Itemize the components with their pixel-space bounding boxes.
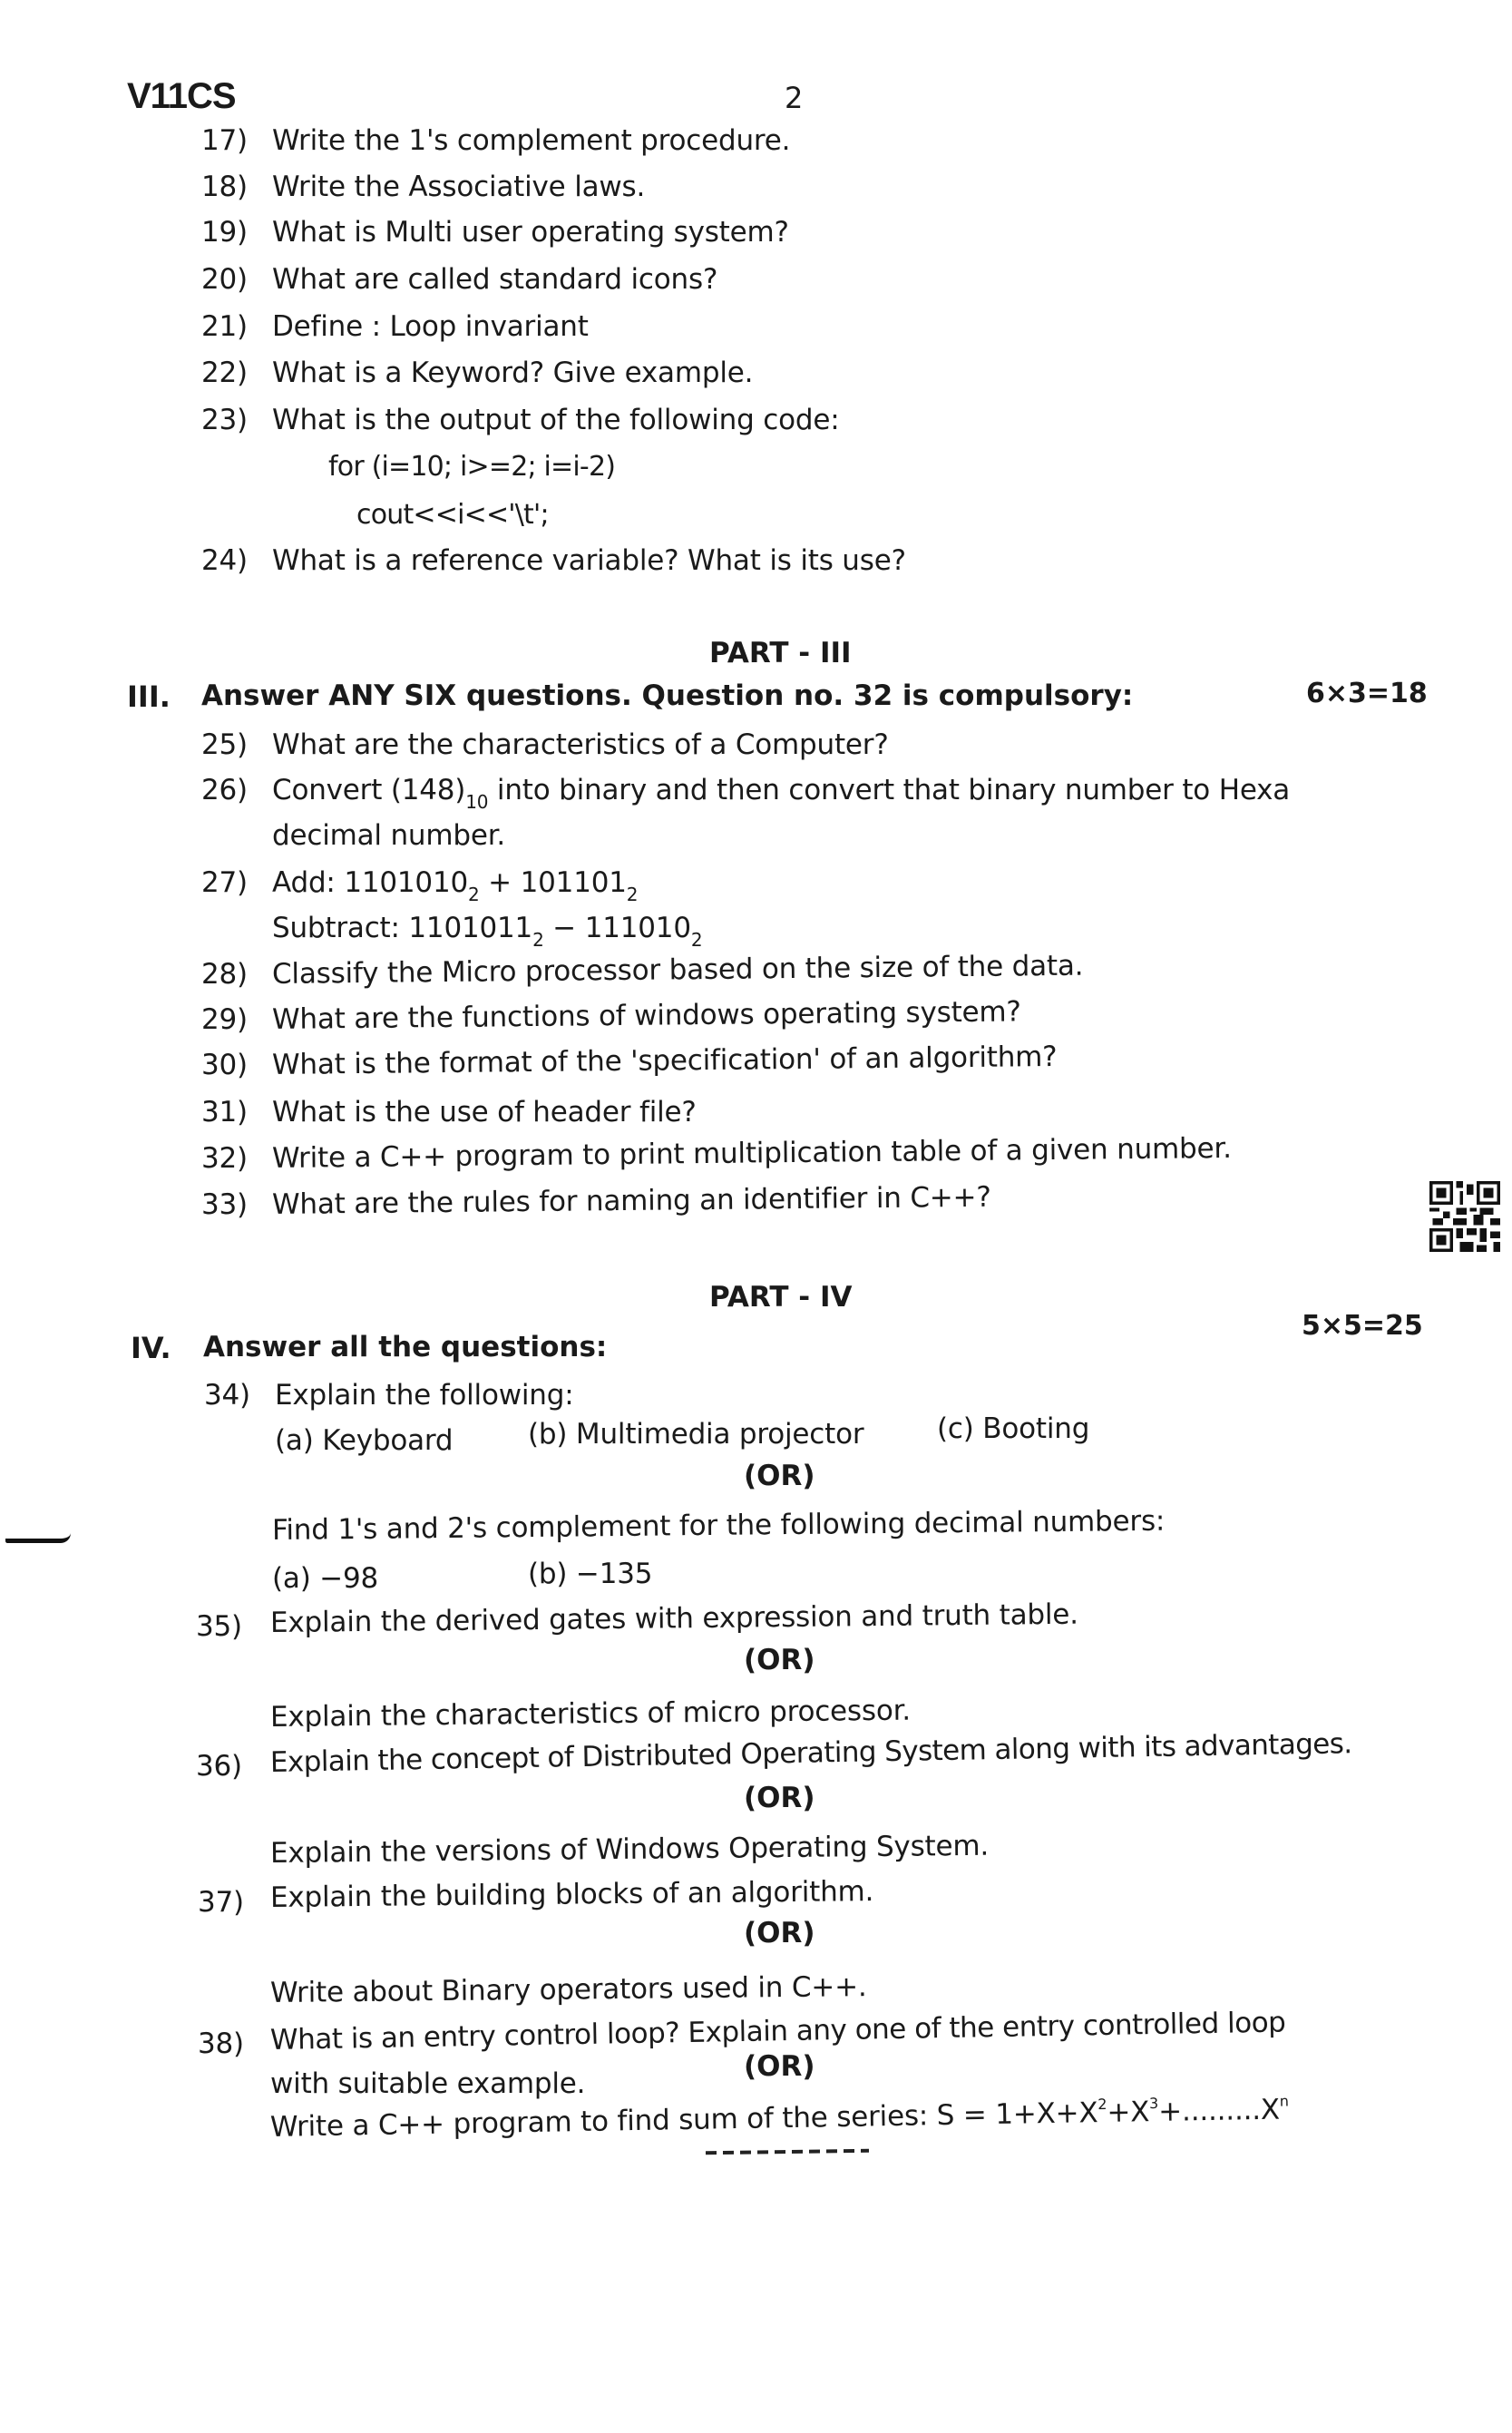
question-number: 18) [201,171,248,203]
text-part: Write a C++ program to find sum of the series: S = 1+X+X [269,2096,1098,2144]
section-roman: III. [127,679,171,714]
question-number: 19) [201,216,248,249]
question-number: 28) [201,958,248,991]
page-number: 2 [785,81,804,115]
subscript: 2 [468,884,480,905]
option: (b) −135 [528,1558,653,1590]
alternate-question-text: Explain the characteristics of micro processor. [269,1694,912,1734]
question-number: 37) [198,1886,244,1919]
subscript: 10 [465,791,489,813]
question-text: Explain the derived gates with expression and truth table. [269,1598,1079,1639]
question-text: Add: $1101010_2 + 101101_2$ [272,866,639,905]
text-part: +.........X [1157,2093,1281,2128]
option: (a) −98 [272,1562,379,1595]
or-separator: (OR) [744,1460,815,1492]
question-number: 26) [201,774,248,806]
text-part: +X [1107,2096,1150,2129]
part-title: PART - III [709,637,852,669]
question-text-continued: decimal number. [272,819,506,852]
binary-operand: 1101010 [344,866,468,899]
binary-operand: 1101011 [408,912,533,944]
text-part: into binary and then convert that binary number to Hexa [488,774,1291,806]
question-number: 20) [201,263,248,296]
end-of-paper-marker [706,2149,869,2155]
question-text: What is an entry control loop? Explain any one of the entry controlled loop [269,2006,1286,2057]
binary-operand: 111010 [584,912,691,944]
question-text: What is the output of the following code: [272,404,840,436]
question-text: What is Multi user operating system? [272,216,789,249]
text-part: Convert (148) [272,774,466,806]
question-text: Classify the Micro processor based on the size of the data. [271,949,1084,991]
question-number: 21) [201,310,248,343]
question-number: 38) [198,2028,244,2060]
pen-mark [5,1533,71,1543]
add-label: Add: [272,866,345,899]
question-number: 33) [201,1188,248,1221]
question-number: 35) [196,1610,242,1643]
question-text: What is the format of the 'specification' of an algorithm? [271,1040,1058,1081]
alternate-question-text: Explain the versions of Windows Operating System. [269,1829,990,1870]
part-title: PART - IV [709,1281,853,1314]
question-number: 36) [196,1750,242,1783]
question-number: 24) [201,544,248,577]
option: (c) Booting [937,1412,1090,1445]
or-separator: (OR) [744,1782,815,1814]
superscript: 2 [1097,2095,1107,2114]
question-number: 30) [201,1049,248,1081]
subscript: 2 [532,929,544,951]
question-text: Write the Associative laws. [272,171,646,203]
section-instruction: Answer all the questions: [203,1331,608,1363]
code-line: for (i=10; i>=2; i=i-2) [328,451,616,483]
question-number: 23) [201,404,248,436]
section-instruction: Answer ANY SIX questions. Question no. 32 is compulsory: [201,679,1134,712]
option: (b) Multimedia projector [528,1418,864,1451]
superscript: 3 [1148,2094,1159,2113]
question-text: Explain the concept of Distributed Operating System along with its advantages. [269,1727,1352,1779]
question-text: What are the rules for naming an identifier in C++? [271,1180,991,1221]
subtract-label: Subtract: [272,912,409,944]
section-marks: 5×5=25 [1302,1310,1423,1342]
question-text: What is the use of header file? [272,1096,697,1129]
or-separator: (OR) [744,1917,815,1949]
or-separator: (OR) [744,2050,815,2083]
binary-operand: 101101 [520,866,627,899]
question-text: What are called standard icons? [272,263,718,296]
question-number: 25) [201,728,248,761]
alternate-question-text: Find 1's and 2's complement for the following decimal numbers: [271,1504,1166,1547]
paper-code: V11CS [127,76,236,116]
question-text: What is a reference variable? What is its use? [272,544,906,577]
question-text: Explain the following: [275,1379,574,1412]
code-line: cout<<i<<'\t'; [356,499,549,531]
question-text: Write the 1's complement procedure. [272,124,791,157]
subscript: 2 [690,929,703,951]
alternate-question-text: Write about Binary operators used in C++. [269,1970,867,2009]
question-number: 17) [201,124,248,157]
or-separator: (OR) [744,1644,815,1676]
qr-code-icon [1429,1181,1500,1252]
alternate-question-text [269,2092,1289,2144]
question-text: Write a C++ program to print multiplication table of a given number. [271,1131,1232,1175]
superscript: n [1279,2092,1289,2110]
question-text [272,774,1291,813]
question-text: What is a Keyword? Give example. [272,357,754,389]
question-number: 29) [201,1003,248,1036]
section-marks: 6×3=18 [1306,678,1428,709]
question-number: 31) [201,1096,248,1129]
section-roman: IV. [131,1331,171,1365]
question-text: What are the characteristics of a Computer? [272,728,889,761]
question-number: 27) [201,866,248,899]
question-number: 34) [204,1379,250,1412]
question-text: Explain the building blocks of an algorithm. [269,1875,874,1914]
question-text: What are the functions of windows operating system? [271,995,1021,1036]
question-text: Define : Loop invariant [272,310,589,343]
question-number: 32) [201,1142,248,1175]
option: (a) Keyboard [275,1424,454,1457]
subscript: 2 [626,884,639,905]
question-text-continued: Subtract: $1101011_2 - 111010_2$ [272,912,703,951]
question-text-continued: with suitable example. [270,2067,586,2100]
question-number: 22) [201,357,248,389]
